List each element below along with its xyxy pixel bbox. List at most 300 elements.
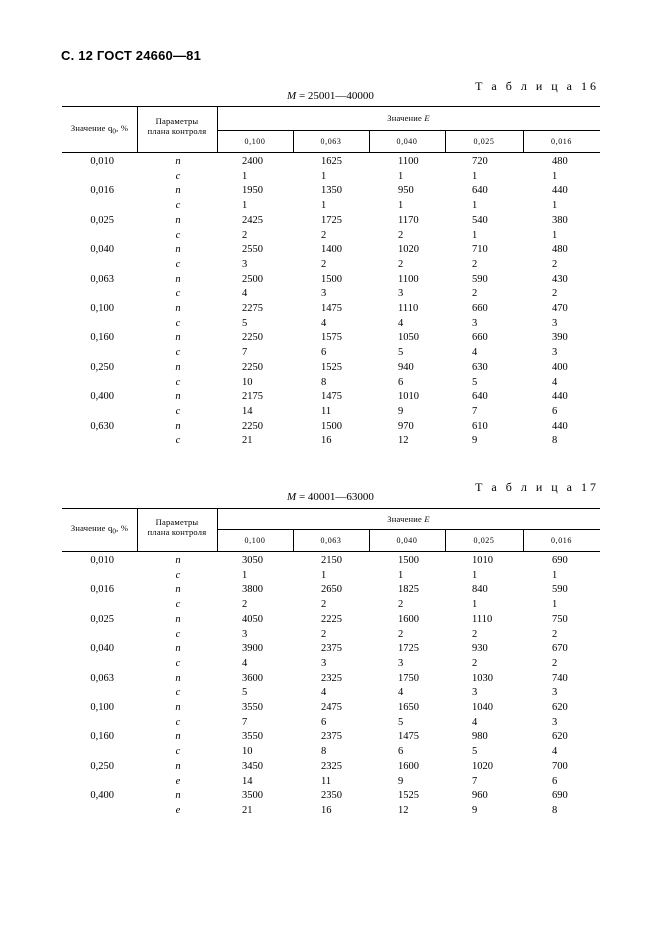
q0-value: 0,063 <box>90 273 114 285</box>
table-cell: 3 <box>321 657 327 669</box>
table-cell: 540 <box>472 214 488 226</box>
table-cell: 4 <box>321 317 327 329</box>
table-cell: 6 <box>321 347 327 359</box>
e-column-header: 0,040 <box>396 536 418 545</box>
table-cell: 3 <box>552 317 558 329</box>
table-cell: 440 <box>552 420 568 432</box>
table-row <box>62 361 600 376</box>
table-cell: 6 <box>321 716 327 728</box>
table-row <box>62 775 600 790</box>
m-symbol: M <box>287 90 297 102</box>
plan-parameter: n <box>175 244 181 256</box>
plan-parameter: c <box>175 405 181 417</box>
plan-parameter: n <box>175 672 181 684</box>
plan-parameter: c <box>175 716 181 728</box>
table-cell: 3 <box>321 288 327 300</box>
table-cell: 1030 <box>472 672 493 684</box>
table-cell: 4 <box>242 657 248 669</box>
table-cell: 5 <box>398 347 404 359</box>
params-column-header: Параметры плана контроля <box>147 517 207 537</box>
table-cell: 12 <box>398 435 409 447</box>
table-cell: 1600 <box>398 613 419 625</box>
q0-value: 0,160 <box>90 332 114 344</box>
e-column-header: 0,025 <box>473 536 495 545</box>
table-cell: 8 <box>321 746 327 758</box>
table-row <box>62 331 600 346</box>
table-cell: 1600 <box>398 760 419 772</box>
table-row <box>62 583 600 598</box>
table-row <box>62 243 600 258</box>
plan-parameter: n <box>175 391 181 403</box>
plan-parameter: n <box>175 303 181 314</box>
table-cell: 1825 <box>398 584 419 596</box>
table-cell: 10 <box>242 376 253 388</box>
table-cell: 3 <box>472 687 478 699</box>
table-cell: 1500 <box>321 273 342 285</box>
q0-value: 0,016 <box>90 584 114 596</box>
table-cell: 5 <box>472 376 478 388</box>
table-cell: 1170 <box>398 214 419 226</box>
table-row <box>62 420 600 435</box>
table-cell: 11 <box>321 775 332 787</box>
plan-parameter: n <box>175 790 181 802</box>
table-row <box>62 258 600 273</box>
table-cell: 2 <box>398 229 404 241</box>
table-cell: 1040 <box>472 702 493 713</box>
table-row <box>62 569 600 584</box>
table-cell: 2 <box>472 258 478 270</box>
table-row <box>62 273 600 288</box>
table-cell: 14 <box>242 405 253 417</box>
plan-parameter: n <box>175 702 181 713</box>
table-cell: 2650 <box>321 584 342 596</box>
table-cell: 1950 <box>242 185 263 197</box>
table-cell: 2 <box>552 258 558 270</box>
plan-parameter: n <box>175 760 181 772</box>
table-cell: 1650 <box>398 702 419 713</box>
plan-parameter: c <box>175 170 181 182</box>
table-row <box>62 229 600 244</box>
m-range: = 25001—40000 <box>298 90 374 102</box>
table-row <box>62 730 600 745</box>
q0-value: 0,063 <box>90 672 114 684</box>
plan-parameter: n <box>175 214 181 226</box>
m-symbol: M <box>287 491 297 503</box>
q0-value: 0,630 <box>90 420 114 432</box>
table-cell: 3050 <box>242 555 263 566</box>
table-cell: 1 <box>398 569 404 581</box>
table-cell: 1 <box>552 229 558 241</box>
table-cell: 400 <box>552 361 568 373</box>
table-cell: 1575 <box>321 332 342 344</box>
table-cell: 2325 <box>321 760 342 772</box>
table-cell: 620 <box>552 702 568 713</box>
e-column-header: 0,100 <box>244 536 266 545</box>
plan-parameter: c <box>175 317 181 329</box>
e-column-header: 0,025 <box>473 137 495 146</box>
table-cell: 390 <box>552 332 568 344</box>
plan-parameter: c <box>175 258 181 270</box>
table-row <box>62 184 600 199</box>
table-cell: 2150 <box>321 555 342 566</box>
table-row <box>62 554 600 569</box>
plan-parameter: c <box>175 599 181 611</box>
table-cell: 4 <box>242 288 248 300</box>
table-cell: 1 <box>242 170 248 182</box>
table-cell: 4050 <box>242 613 263 625</box>
table-cell: 2 <box>552 288 558 300</box>
table-cell: 2 <box>242 229 248 241</box>
q0-value: 0,016 <box>90 185 114 197</box>
plan-parameter: e <box>175 804 181 816</box>
table-cell: 590 <box>472 273 488 285</box>
table-cell: 1 <box>552 569 558 581</box>
table-cell: 2325 <box>321 672 342 684</box>
table-cell: 2550 <box>242 244 263 256</box>
table-cell: 660 <box>472 303 488 314</box>
q0-value: 0,250 <box>90 760 114 772</box>
table-row <box>62 628 600 643</box>
table-cell: 660 <box>472 332 488 344</box>
table-row <box>62 642 600 657</box>
table-row <box>62 804 600 819</box>
table-cell: 4 <box>552 376 558 388</box>
table-cell: 1725 <box>398 643 419 655</box>
table-cell: 440 <box>552 391 568 403</box>
table-cell: 6 <box>552 405 558 417</box>
q0-value: 0,100 <box>90 303 114 314</box>
table-cell: 2 <box>321 628 327 640</box>
table-cell: 5 <box>398 716 404 728</box>
table-cell: 3 <box>552 716 558 728</box>
table-cell: 2 <box>398 599 404 611</box>
table-16-range-title <box>0 90 661 102</box>
table-cell: 940 <box>398 361 414 373</box>
plan-parameter: c <box>175 746 181 758</box>
table-cell: 5 <box>242 687 248 699</box>
table-top-rule <box>62 508 600 509</box>
table-cell: 2425 <box>242 214 263 226</box>
plan-parameter: c <box>175 229 181 241</box>
table-cell: 3 <box>398 288 404 300</box>
plan-parameter: n <box>175 185 181 197</box>
table-cell: 1 <box>321 170 327 182</box>
table-row <box>62 686 600 701</box>
table-cell: 1350 <box>321 185 342 197</box>
table-cell: 1500 <box>398 555 419 566</box>
table-cell: 1 <box>321 569 327 581</box>
table-cell: 16 <box>321 804 332 816</box>
plan-parameter: c <box>175 435 181 447</box>
plan-parameter: n <box>175 731 181 743</box>
table-cell: 950 <box>398 185 414 197</box>
table-row <box>62 214 600 229</box>
table-cell: 21 <box>242 435 253 447</box>
table-cell: 470 <box>552 303 568 314</box>
e-column-header: 0,016 <box>551 536 572 545</box>
table-row <box>62 745 600 760</box>
table-cell: 1100 <box>398 156 419 167</box>
table-cell: 640 <box>472 391 488 403</box>
table-cell: 710 <box>472 244 488 256</box>
table-row <box>62 434 600 449</box>
table-cell: 1 <box>242 569 248 581</box>
table-cell: 1110 <box>398 303 419 314</box>
table-cell: 630 <box>472 361 488 373</box>
table-row <box>62 789 600 804</box>
table-cell: 1020 <box>472 760 493 772</box>
plan-parameter: n <box>175 584 181 596</box>
q0-value: 0,025 <box>90 214 114 226</box>
e-header-rule <box>217 529 600 530</box>
table-cell: 2 <box>472 628 478 640</box>
table-cell: 4 <box>321 687 327 699</box>
table-cell: 1 <box>242 200 248 212</box>
table-cell: 1750 <box>398 672 419 684</box>
table-cell: 430 <box>552 273 568 285</box>
table-cell: 2375 <box>321 731 342 743</box>
table-cell: 750 <box>552 613 568 625</box>
table-row <box>62 376 600 391</box>
table-cell: 2250 <box>242 420 263 432</box>
table-cell: 2 <box>472 657 478 669</box>
table-cell: 1 <box>552 599 558 611</box>
table-cell: 3600 <box>242 672 263 684</box>
table-cell: 440 <box>552 185 568 197</box>
q0-value: 0,160 <box>90 731 114 743</box>
table-row <box>62 287 600 302</box>
table-row <box>62 199 600 214</box>
table-cell: 9 <box>472 435 478 447</box>
plan-parameter: c <box>175 628 181 640</box>
table-cell: 1500 <box>321 420 342 432</box>
table-cell: 8 <box>552 804 558 816</box>
table-cell: 2 <box>472 288 478 300</box>
table-cell: 640 <box>472 185 488 197</box>
table-cell: 740 <box>552 672 568 684</box>
table-cell: 1525 <box>398 790 419 802</box>
page-header: С. 12 ГОСТ 24660—81 <box>61 48 202 63</box>
table-cell: 3450 <box>242 760 263 772</box>
q0-value: 0,250 <box>90 361 114 373</box>
table-cell: 3900 <box>242 643 263 655</box>
plan-parameter: n <box>175 420 181 432</box>
q0-value: 0,400 <box>90 391 114 403</box>
header-bottom-rule <box>62 152 600 153</box>
table-cell: 2475 <box>321 702 342 713</box>
q-column-header: Значение $q_0$, % <box>70 523 129 536</box>
table-cell: 5 <box>242 317 248 329</box>
plan-parameter: n <box>175 273 181 285</box>
table-cell: 7 <box>242 347 248 359</box>
table-cell: 7 <box>472 405 478 417</box>
table-cell: 610 <box>472 420 488 432</box>
table-row <box>62 170 600 185</box>
plan-parameter: c <box>175 200 181 212</box>
q0-value: 0,010 <box>90 156 114 167</box>
e-header-rule <box>217 130 600 131</box>
table-cell: 1 <box>552 170 558 182</box>
table-cell: 3500 <box>242 790 263 802</box>
table-cell: 620 <box>552 731 568 743</box>
table-cell: 1400 <box>321 244 342 256</box>
table-cell: 1625 <box>321 156 342 167</box>
table-cell: 840 <box>472 584 488 596</box>
table-cell: 5 <box>472 746 478 758</box>
table-cell: 1 <box>398 200 404 212</box>
table-cell: 3550 <box>242 731 263 743</box>
m-range: = 40001—63000 <box>298 491 374 503</box>
table-cell: 970 <box>398 420 414 432</box>
table-cell: 6 <box>398 376 404 388</box>
table-row <box>62 672 600 687</box>
table-cell: 1475 <box>321 391 342 403</box>
table-cell: 2250 <box>242 332 263 344</box>
table-row <box>62 390 600 405</box>
table-cell: 590 <box>552 584 568 596</box>
e-column-header: 0,100 <box>244 137 266 146</box>
table-row <box>62 760 600 775</box>
plan-parameter: c <box>175 347 181 359</box>
table-cell: 1475 <box>398 731 419 743</box>
table-cell: 670 <box>552 643 568 655</box>
table-cell: 1475 <box>321 303 342 314</box>
table-cell: 1525 <box>321 361 342 373</box>
table-cell: 3 <box>552 347 558 359</box>
e-group-header: Значение E <box>387 113 430 123</box>
table-cell: 960 <box>472 790 488 802</box>
table-cell: 21 <box>242 804 253 816</box>
table-cell: 6 <box>552 775 558 787</box>
table-17-range-title <box>0 491 661 503</box>
plan-parameter: c <box>175 687 181 699</box>
table-cell: 8 <box>552 435 558 447</box>
q0-value: 0,400 <box>90 790 114 802</box>
table-17 <box>62 508 600 828</box>
plan-parameter: n <box>175 643 181 655</box>
table-cell: 9 <box>472 804 478 816</box>
table-cell: 690 <box>552 790 568 802</box>
table-cell: 2350 <box>321 790 342 802</box>
plan-parameter: c <box>175 569 181 581</box>
table-cell: 4 <box>552 746 558 758</box>
plan-parameter: n <box>175 361 181 373</box>
table-16 <box>62 106 600 446</box>
table-cell: 3 <box>242 628 248 640</box>
table-cell: 700 <box>552 760 568 772</box>
table-cell: 7 <box>472 775 478 787</box>
table-cell: 1 <box>472 599 478 611</box>
table-row <box>62 716 600 731</box>
table-row <box>62 346 600 361</box>
table-cell: 2 <box>398 258 404 270</box>
table-cell: 1 <box>472 200 478 212</box>
table-cell: 1020 <box>398 244 419 256</box>
table-cell: 1 <box>472 170 478 182</box>
params-column-header: Параметры плана контроля <box>147 116 207 136</box>
table-cell: 2225 <box>321 613 342 625</box>
plan-parameter: n <box>175 555 181 566</box>
table-row <box>62 317 600 332</box>
e-column-header: 0,063 <box>320 137 342 146</box>
table-row <box>62 613 600 628</box>
table-cell: 1 <box>321 200 327 212</box>
table-row <box>62 155 600 170</box>
table-cell: 1 <box>552 200 558 212</box>
e-column-header: 0,016 <box>551 137 572 146</box>
table-cell: 10 <box>242 746 253 758</box>
table-cell: 4 <box>398 687 404 699</box>
table-16-label: Т а б л и ц а 16 <box>475 79 599 93</box>
table-cell: 1725 <box>321 214 342 226</box>
table-cell: 3 <box>472 317 478 329</box>
table-cell: 980 <box>472 731 488 743</box>
plan-parameter: c <box>175 657 181 669</box>
table-cell: 2 <box>321 229 327 241</box>
table-cell: 380 <box>552 214 568 226</box>
table-row <box>62 302 600 317</box>
table-cell: 3 <box>552 687 558 699</box>
table-cell: 3550 <box>242 702 263 713</box>
table-cell: 2 <box>321 599 327 611</box>
table-top-rule <box>62 106 600 107</box>
table-cell: 2 <box>242 599 248 611</box>
q0-value: 0,100 <box>90 702 114 713</box>
plan-parameter: n <box>175 613 181 625</box>
table-cell: 9 <box>398 775 404 787</box>
q0-value: 0,040 <box>90 643 114 655</box>
table-cell: 1110 <box>472 613 493 625</box>
table-cell: 2 <box>398 628 404 640</box>
table-cell: 1 <box>472 229 478 241</box>
table-cell: 2175 <box>242 391 263 403</box>
table-cell: 1 <box>472 569 478 581</box>
table-cell: 720 <box>472 156 488 167</box>
table-cell: 2 <box>552 657 558 669</box>
table-cell: 1010 <box>398 391 419 403</box>
table-cell: 14 <box>242 775 253 787</box>
table-cell: 1 <box>398 170 404 182</box>
e-column-header: 0,040 <box>396 137 418 146</box>
table-cell: 2275 <box>242 303 263 314</box>
table-cell: 480 <box>552 156 568 167</box>
table-row <box>62 657 600 672</box>
table-cell: 2 <box>552 628 558 640</box>
table-cell: 2375 <box>321 643 342 655</box>
q-column-header: Значение $q_0$, % <box>70 123 129 136</box>
table-cell: 3800 <box>242 584 263 596</box>
q0-value: 0,010 <box>90 555 114 566</box>
table-cell: 690 <box>552 555 568 566</box>
header-bottom-rule <box>62 551 600 552</box>
table-cell: 2400 <box>242 156 263 167</box>
table-cell: 2500 <box>242 273 263 285</box>
table-cell: 930 <box>472 643 488 655</box>
table-cell: 1050 <box>398 332 419 344</box>
table-cell: 2250 <box>242 361 263 373</box>
table-row <box>62 701 600 716</box>
q0-value: 0,040 <box>90 244 114 256</box>
plan-parameter: e <box>175 775 181 787</box>
table-cell: 6 <box>398 746 404 758</box>
table-cell: 1100 <box>398 273 419 285</box>
table-cell: 480 <box>552 244 568 256</box>
e-column-header: 0,063 <box>320 536 342 545</box>
plan-parameter: c <box>175 376 181 388</box>
table-cell: 8 <box>321 376 327 388</box>
table-row <box>62 598 600 613</box>
e-group-header: Значение E <box>387 514 430 524</box>
